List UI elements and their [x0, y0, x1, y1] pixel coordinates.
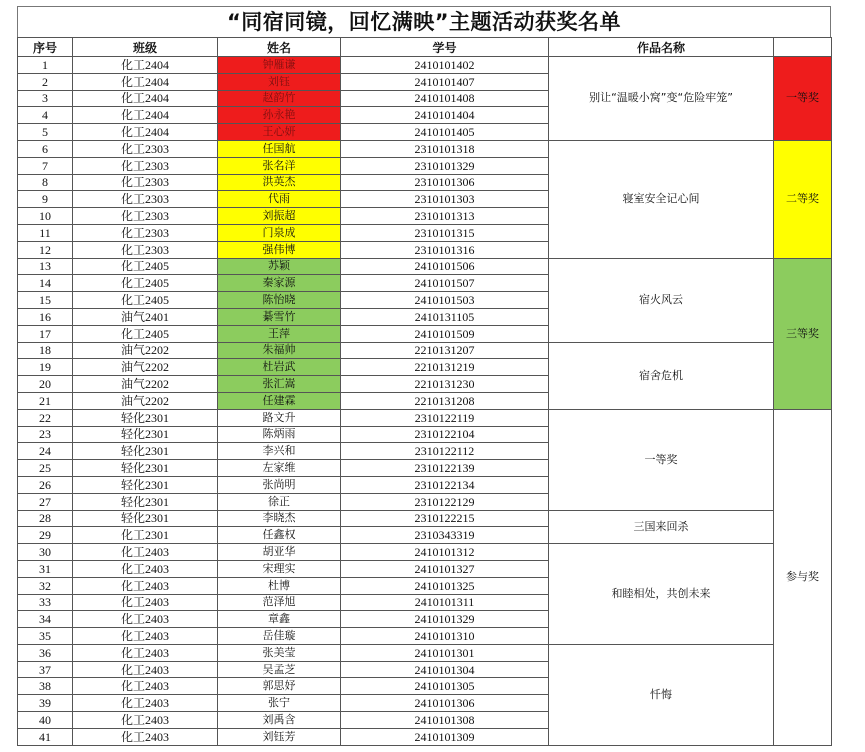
row-student-id: 2310101318 [341, 140, 549, 157]
row-index: 11 [18, 224, 73, 241]
header-award [774, 38, 832, 57]
row-index: 40 [18, 712, 73, 729]
row-student-id: 2210131208 [341, 392, 549, 409]
row-student-id: 2210131230 [341, 376, 549, 393]
row-student-id: 2310122129 [341, 493, 549, 510]
row-index: 19 [18, 359, 73, 376]
row-name: 张美莹 [218, 644, 341, 661]
row-name: 郭思妤 [218, 678, 341, 695]
row-index: 28 [18, 510, 73, 527]
award-level-cell: 三等奖 [774, 258, 832, 409]
row-student-id: 2410101503 [341, 292, 549, 309]
row-name: 李兴和 [218, 443, 341, 460]
row-student-id: 2310101315 [341, 224, 549, 241]
row-name: 钟雁谦 [218, 57, 341, 74]
row-class: 化工2303 [73, 140, 218, 157]
row-class: 化工2303 [73, 174, 218, 191]
header-name: 姓名 [218, 38, 341, 57]
row-class: 化工2403 [73, 712, 218, 729]
row-index: 31 [18, 560, 73, 577]
row-student-id: 2310122134 [341, 476, 549, 493]
table-header-row [18, 38, 832, 57]
row-student-id: 2310122139 [341, 460, 549, 477]
row-name: 代雨 [218, 191, 341, 208]
row-class: 化工2405 [73, 292, 218, 309]
page-title: “同宿同镜，回忆满映”主题活动获奖名单 [17, 6, 831, 37]
row-student-id: 2310122112 [341, 443, 549, 460]
row-class: 化工2303 [73, 224, 218, 241]
row-name: 李晓杰 [218, 510, 341, 527]
row-class: 化工2303 [73, 191, 218, 208]
row-class: 化工2404 [73, 124, 218, 141]
row-class: 轻化2301 [73, 493, 218, 510]
row-name: 宋理实 [218, 560, 341, 577]
row-class: 油气2202 [73, 359, 218, 376]
row-student-id: 2310343319 [341, 527, 549, 544]
row-student-id: 2410101309 [341, 728, 549, 745]
row-name: 苏颖 [218, 258, 341, 275]
row-class: 化工2403 [73, 628, 218, 645]
row-name: 张汇嵩 [218, 376, 341, 393]
row-index: 16 [18, 308, 73, 325]
row-student-id: 2410101509 [341, 325, 549, 342]
row-class: 化工2405 [73, 325, 218, 342]
row-index: 14 [18, 275, 73, 292]
row-index: 35 [18, 628, 73, 645]
row-student-id: 2410101327 [341, 560, 549, 577]
row-student-id: 2410101404 [341, 107, 549, 124]
row-name: 路文升 [218, 409, 341, 426]
row-name: 张尚明 [218, 476, 341, 493]
row-index: 36 [18, 644, 73, 661]
row-student-id: 2310101329 [341, 157, 549, 174]
row-name: 秦家源 [218, 275, 341, 292]
table-row [18, 258, 832, 275]
row-name: 门泉成 [218, 224, 341, 241]
row-class: 油气2202 [73, 392, 218, 409]
row-class: 化工2404 [73, 90, 218, 107]
row-name: 孙永艳 [218, 107, 341, 124]
row-student-id: 2210131207 [341, 342, 549, 359]
row-name: 张名洋 [218, 157, 341, 174]
row-index: 33 [18, 594, 73, 611]
row-index: 5 [18, 124, 73, 141]
row-index: 8 [18, 174, 73, 191]
row-name: 刘禹含 [218, 712, 341, 729]
row-index: 2 [18, 73, 73, 90]
row-index: 39 [18, 695, 73, 712]
row-class: 化工2403 [73, 661, 218, 678]
row-index: 7 [18, 157, 73, 174]
row-class: 油气2202 [73, 342, 218, 359]
work-title-cell: 别让“温暖小窝”变“危险牢笼” [549, 57, 774, 141]
row-student-id: 2410101305 [341, 678, 549, 695]
row-name: 吴孟芝 [218, 661, 341, 678]
row-class: 轻化2301 [73, 409, 218, 426]
table-row [18, 342, 832, 359]
row-index: 30 [18, 544, 73, 561]
row-name: 任鑫权 [218, 527, 341, 544]
row-index: 23 [18, 426, 73, 443]
row-name: 刘振超 [218, 208, 341, 225]
row-student-id: 2410101311 [341, 594, 549, 611]
row-class: 化工2403 [73, 644, 218, 661]
row-student-id: 2410101304 [341, 661, 549, 678]
row-index: 25 [18, 460, 73, 477]
row-index: 13 [18, 258, 73, 275]
row-class: 化工2403 [73, 577, 218, 594]
work-title-cell: 宿舍危机 [549, 342, 774, 409]
work-title-cell: 一等奖 [549, 409, 774, 510]
table-row [18, 510, 832, 527]
row-index: 37 [18, 661, 73, 678]
row-name: 范泽旭 [218, 594, 341, 611]
row-class: 化工2403 [73, 560, 218, 577]
row-class: 轻化2301 [73, 443, 218, 460]
table-row [18, 140, 832, 157]
header-student-id: 学号 [341, 38, 549, 57]
row-student-id: 2310101303 [341, 191, 549, 208]
row-name: 王心妍 [218, 124, 341, 141]
row-name: 綦雪竹 [218, 308, 341, 325]
table-row [18, 544, 832, 561]
work-title-cell: 三国来回杀 [549, 510, 774, 544]
row-student-id: 2410101329 [341, 611, 549, 628]
row-student-id: 2410101408 [341, 90, 549, 107]
row-class: 化工2404 [73, 107, 218, 124]
row-name: 任国航 [218, 140, 341, 157]
row-class: 化工2404 [73, 73, 218, 90]
row-student-id: 2410101405 [341, 124, 549, 141]
row-student-id: 2410101301 [341, 644, 549, 661]
row-name: 张宁 [218, 695, 341, 712]
row-index: 9 [18, 191, 73, 208]
row-student-id: 2410101507 [341, 275, 549, 292]
row-index: 12 [18, 241, 73, 258]
row-index: 4 [18, 107, 73, 124]
row-student-id: 2410101407 [341, 73, 549, 90]
row-name: 岳佳璇 [218, 628, 341, 645]
header-class: 班级 [73, 38, 218, 57]
row-student-id: 2410101306 [341, 695, 549, 712]
row-index: 15 [18, 292, 73, 309]
row-name: 刘钰 [218, 73, 341, 90]
work-title-cell: 忏悔 [549, 644, 774, 745]
table-body [18, 57, 832, 746]
row-index: 32 [18, 577, 73, 594]
row-student-id: 2410101402 [341, 57, 549, 74]
row-name: 王萍 [218, 325, 341, 342]
work-title-cell: 和睦相处，共创未来 [549, 544, 774, 645]
row-index: 1 [18, 57, 73, 74]
row-name: 杜岩武 [218, 359, 341, 376]
row-class: 轻化2301 [73, 476, 218, 493]
row-student-id: 2410101325 [341, 577, 549, 594]
row-name: 任建霖 [218, 392, 341, 409]
award-list-sheet [17, 6, 831, 746]
row-index: 27 [18, 493, 73, 510]
row-index: 10 [18, 208, 73, 225]
row-student-id: 2310101306 [341, 174, 549, 191]
row-class: 轻化2301 [73, 460, 218, 477]
row-student-id: 2410101308 [341, 712, 549, 729]
row-index: 18 [18, 342, 73, 359]
row-class: 化工2303 [73, 241, 218, 258]
row-index: 34 [18, 611, 73, 628]
row-student-id: 2410101506 [341, 258, 549, 275]
row-name: 朱福帅 [218, 342, 341, 359]
row-student-id: 2410131105 [341, 308, 549, 325]
row-student-id: 2310122104 [341, 426, 549, 443]
row-class: 化工2403 [73, 678, 218, 695]
row-class: 油气2202 [73, 376, 218, 393]
row-name: 左家维 [218, 460, 341, 477]
row-index: 17 [18, 325, 73, 342]
row-class: 化工2405 [73, 258, 218, 275]
row-student-id: 2310101313 [341, 208, 549, 225]
work-title-cell: 寝室安全记心间 [549, 140, 774, 258]
row-index: 20 [18, 376, 73, 393]
row-index: 24 [18, 443, 73, 460]
row-student-id: 2310122215 [341, 510, 549, 527]
row-student-id: 2410101310 [341, 628, 549, 645]
row-class: 轻化2301 [73, 426, 218, 443]
row-name: 陈炳雨 [218, 426, 341, 443]
header-work: 作品名称 [549, 38, 774, 57]
row-class: 化工2403 [73, 728, 218, 745]
row-class: 化工2303 [73, 208, 218, 225]
table-row [18, 409, 832, 426]
row-index: 21 [18, 392, 73, 409]
row-index: 26 [18, 476, 73, 493]
row-class: 化工2303 [73, 157, 218, 174]
row-index: 38 [18, 678, 73, 695]
row-student-id: 2210131219 [341, 359, 549, 376]
row-student-id: 2410101312 [341, 544, 549, 561]
row-class: 化工2403 [73, 695, 218, 712]
row-name: 强伟博 [218, 241, 341, 258]
row-name: 章鑫 [218, 611, 341, 628]
row-index: 22 [18, 409, 73, 426]
row-class: 轻化2301 [73, 510, 218, 527]
row-class: 化工2404 [73, 57, 218, 74]
row-name: 胡亚华 [218, 544, 341, 561]
row-name: 赵韵竹 [218, 90, 341, 107]
table-row [18, 57, 832, 74]
row-class: 化工2403 [73, 611, 218, 628]
table-row [18, 644, 832, 661]
row-name: 刘钰芳 [218, 728, 341, 745]
header-index: 序号 [18, 38, 73, 57]
row-class: 油气2401 [73, 308, 218, 325]
row-class: 化工2405 [73, 275, 218, 292]
award-level-cell: 一等奖 [774, 57, 832, 141]
row-class: 化工2403 [73, 594, 218, 611]
row-name: 洪英杰 [218, 174, 341, 191]
work-title-cell: 宿火风云 [549, 258, 774, 342]
row-name: 徐正 [218, 493, 341, 510]
row-class: 化工2403 [73, 544, 218, 561]
row-class: 化工2301 [73, 527, 218, 544]
row-index: 41 [18, 728, 73, 745]
row-student-id: 2310101316 [341, 241, 549, 258]
row-index: 29 [18, 527, 73, 544]
row-name: 陈怡晓 [218, 292, 341, 309]
award-table [17, 37, 832, 746]
award-level-cell: 二等奖 [774, 140, 832, 258]
row-index: 3 [18, 90, 73, 107]
row-student-id: 2310122119 [341, 409, 549, 426]
row-index: 6 [18, 140, 73, 157]
row-name: 杜博 [218, 577, 341, 594]
award-level-cell: 参与奖 [774, 409, 832, 745]
